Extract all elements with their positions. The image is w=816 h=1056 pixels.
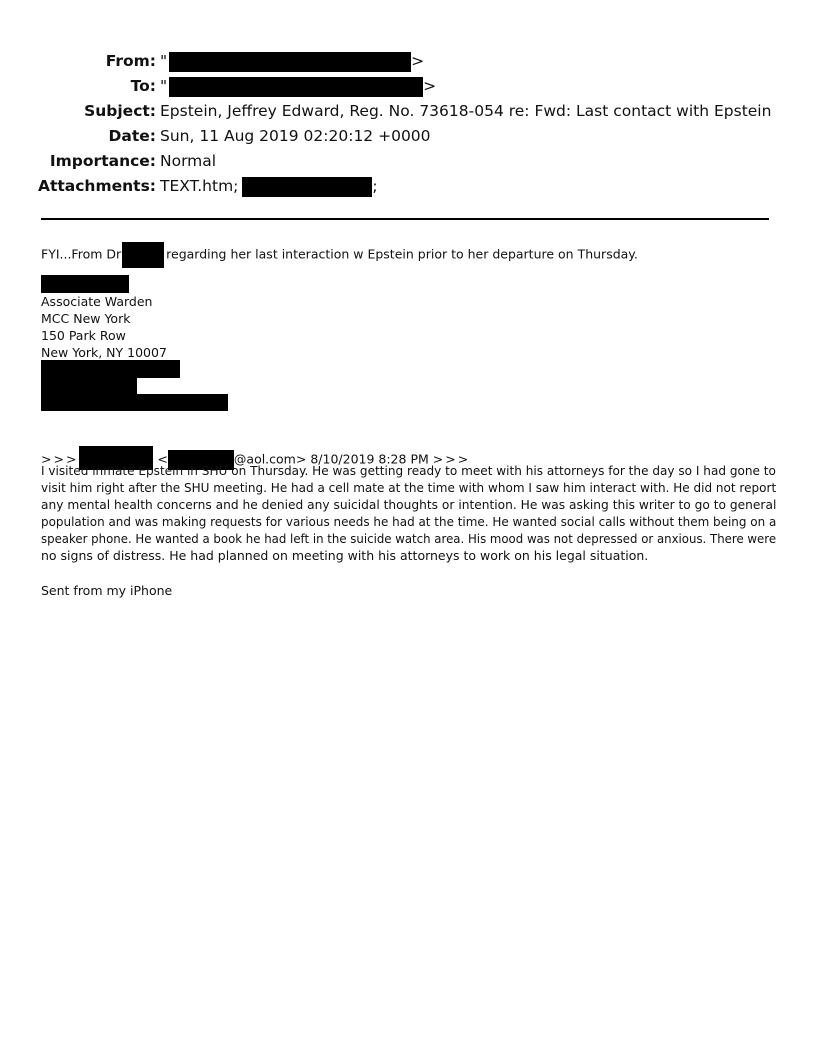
- message-line: I visited inmate Epstein in SHU on Thursday. He was getting ready to meet with his attorneys for the day so I had gone to: [41, 463, 776, 478]
- message-line: speaker phone. He wanted a book he had left in the suicide watch area. His mood was not depressed or anxious. There were: [41, 531, 777, 546]
- signature-street: 150 Park Row: [41, 328, 126, 343]
- to-quote: ": [160, 77, 168, 95]
- importance-value: Normal: [160, 152, 217, 170]
- to-label: To:: [130, 77, 156, 95]
- attachments-label: Attachments:: [37, 177, 156, 195]
- fyi-suffix: regarding her last interaction w Epstein prior to her departure on Thursday.: [166, 246, 638, 262]
- forward-suffix: >>>: [432, 451, 471, 467]
- to-value: [160, 74, 436, 98]
- date-row: [0, 124, 816, 148]
- header-divider: [41, 218, 769, 220]
- from-value: [160, 49, 424, 73]
- fyi-line: [41, 242, 638, 268]
- from-quote: ": [160, 52, 168, 70]
- subject-row: [0, 99, 816, 123]
- closing-line: Sent from my iPhone: [41, 583, 173, 598]
- to-close: >: [423, 77, 437, 95]
- message-line: no signs of distress. He had planned on meeting with his attorneys to work on his legal situation.: [41, 548, 649, 563]
- importance-label: Importance:: [49, 152, 156, 170]
- forward-datetime: 8/10/2019 8:28 PM: [310, 451, 429, 467]
- attachment-text-htm[interactable]: TEXT.htm;: [160, 177, 239, 195]
- attachments-tail: ;: [372, 177, 378, 195]
- signature-redaction-3: [41, 394, 228, 411]
- attachment-redaction: [242, 177, 372, 197]
- subject-value: Epstein, Jeffrey Edward, Reg. No. 73618-054 re: Fwd: Last contact with Epstein: [160, 102, 772, 120]
- from-label: From:: [105, 52, 156, 70]
- sender-name-redaction: [41, 275, 129, 293]
- date-label: Date:: [108, 127, 156, 145]
- fyi-prefix: FYI...From Dr: [41, 246, 122, 262]
- signature-redaction-1: [41, 360, 180, 378]
- message-line: any mental health concerns and he denied any suicidal thoughts or intention. He was asking this writer to go to general: [41, 497, 777, 512]
- message-body: [41, 462, 776, 564]
- forward-prefix: >>>: [41, 451, 79, 467]
- attachments-value: [160, 174, 378, 198]
- attachments-row: [0, 174, 816, 198]
- importance-row: [0, 149, 816, 173]
- signature-org: MCC New York: [41, 311, 131, 326]
- signature-title: Associate Warden: [41, 294, 153, 309]
- forward-open: <: [157, 451, 168, 467]
- to-redaction: [169, 77, 423, 97]
- to-row: [0, 74, 816, 98]
- message-line: population and was making requests for various needs he had at the time. He wanted social calls without them being on a: [41, 514, 777, 529]
- date-value: Sun, 11 Aug 2019 02:20:12 +0000: [160, 127, 431, 145]
- forward-email-domain[interactable]: @aol.com>: [233, 451, 307, 467]
- signature-city: New York, NY 10007: [41, 345, 167, 360]
- from-row: [0, 49, 816, 73]
- doctor-name-redaction: [122, 242, 164, 268]
- from-redaction: [169, 52, 411, 72]
- message-line: visit him right after the SHU meeting. He had a cell mate at the time with whom I saw him interact with. He did not report: [41, 480, 777, 495]
- subject-label: Subject:: [84, 102, 156, 120]
- from-close: >: [411, 52, 425, 70]
- signature-redaction-2: [41, 378, 137, 395]
